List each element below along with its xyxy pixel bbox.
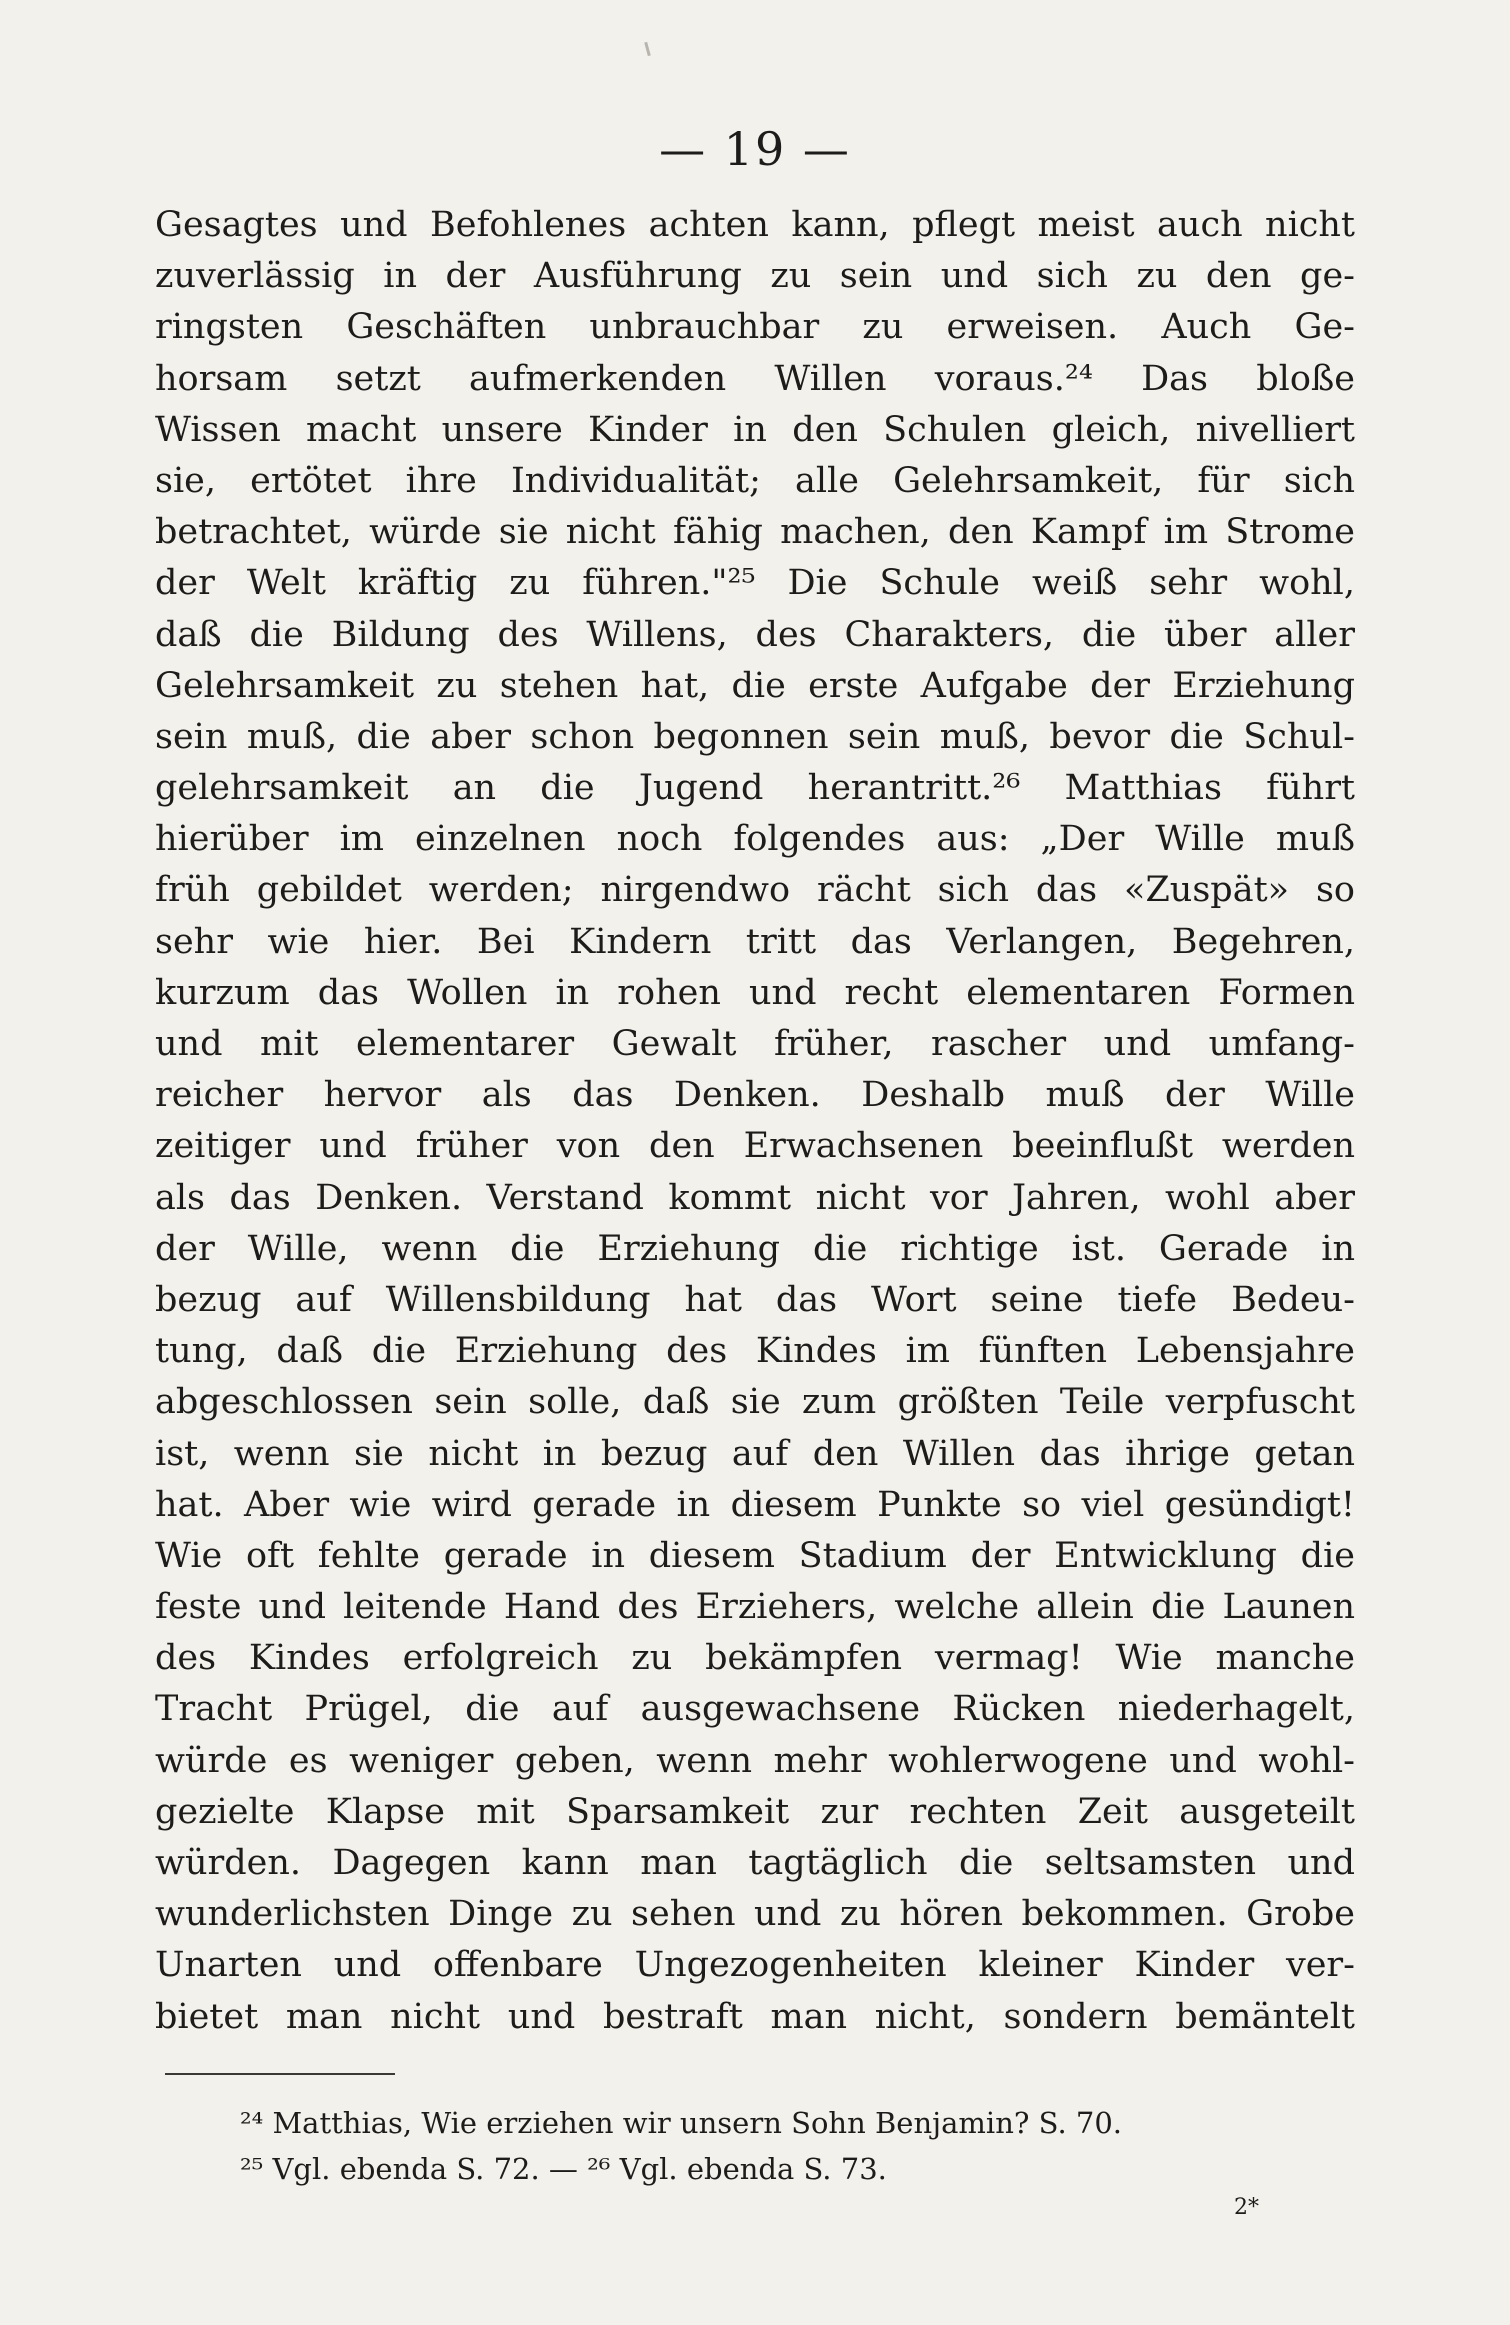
text-line: gezielte Klapse mit Sparsamkeit zur rechten Zeit ausgeteilt: [155, 1791, 1355, 1832]
text-line: sehr wie hier. Bei Kindern tritt das Verlangen, Begehren,: [155, 921, 1355, 962]
text-line: ist, wenn sie nicht in bezug auf den Willen das ihrige getan: [155, 1433, 1355, 1474]
text-line: als das Denken. Verstand kommt nicht vor Jahren, wohl aber: [155, 1177, 1355, 1218]
text-line: Wie oft fehlte gerade in diesem Stadium der Entwicklung die: [155, 1535, 1355, 1576]
text-line: daß die Bildung des Willens, des Charakters, die über aller: [155, 614, 1355, 655]
text-line: früh gebildet werden; nirgendwo rächt sich das «Zuspät» so: [155, 870, 1355, 911]
body-text: [155, 200, 1355, 2043]
footnotes: [240, 2100, 1360, 2192]
paper-speck: [644, 42, 651, 56]
text-line: sein muß, die aber schon begonnen sein muß, bevor die Schul-: [155, 716, 1355, 757]
printer-signature-mark: 2*: [1234, 2195, 1259, 2220]
footnote: ²⁵ Vgl. ebenda S. 72. — ²⁶ Vgl. ebenda S. 73.: [240, 2152, 887, 2186]
text-line: zuverlässig in der Ausführung zu sein und sich zu den ge-: [155, 256, 1355, 297]
text-line: des Kindes erfolgreich zu bekämpfen vermag! Wie manche: [155, 1638, 1355, 1679]
text-line: ringsten Geschäften unbrauchbar zu erweisen. Auch Ge-: [155, 307, 1355, 348]
text-line: horsam setzt aufmerkenden Willen voraus.²⁴ Das bloße: [155, 358, 1355, 399]
text-line: der Wille, wenn die Erziehung die richtige ist. Gerade in: [155, 1228, 1355, 1269]
text-line: Wissen macht unsere Kinder in den Schulen gleich, nivelliert: [155, 409, 1355, 450]
text-line: gelehrsamkeit an die Jugend herantritt.²⁶ Matthias führt: [155, 768, 1355, 809]
text-line: würde es weniger geben, wenn mehr wohlerwogene und wohl-: [155, 1740, 1355, 1781]
text-line: der Welt kräftig zu führen."²⁵ Die Schule weiß sehr wohl,: [155, 563, 1355, 604]
text-line: tung, daß die Erziehung des Kindes im fünften Lebensjahre: [155, 1331, 1355, 1372]
text-line: Tracht Prügel, die auf ausgewachsene Rücken niederhagelt,: [155, 1689, 1355, 1730]
text-line: Gesagtes und Befohlenes achten kann, pflegt meist auch nicht: [155, 205, 1355, 245]
text-line: und mit elementarer Gewalt früher, rascher und umfang-: [155, 1024, 1355, 1064]
text-line: Gelehrsamkeit zu stehen hat, die erste Aufgabe der Erziehung: [155, 665, 1355, 706]
page-number: — 19 —: [659, 122, 851, 176]
text-line: kurzum das Wollen in rohen und recht elementaren Formen: [155, 972, 1355, 1013]
text-line: bietet man nicht und bestraft man nicht, sondern bemäntelt: [155, 1996, 1355, 2037]
text-line: würden. Dagegen kann man tagtäglich die seltsamsten und: [155, 1843, 1355, 1883]
text-line: abgeschlossen sein solle, daß sie zum größten Teile verpfuscht: [155, 1382, 1355, 1423]
text-line: betrachtet, würde sie nicht fähig machen, den Kampf im Strome: [155, 512, 1355, 553]
text-line: wunderlichsten Dinge zu sehen und zu hören bekommen. Grobe: [155, 1894, 1355, 1935]
text-line: hierüber im einzelnen noch folgendes aus: „Der Wille muß: [155, 819, 1355, 860]
footnote: ²⁴ Matthias, Wie erziehen wir unsern Sohn Benjamin? S. 70.: [240, 2106, 1123, 2140]
text-line: feste und leitende Hand des Erziehers, welche allein die Launen: [155, 1587, 1355, 1628]
text-line: bezug auf Willensbildung hat das Wort seine tiefe Bedeu-: [155, 1279, 1355, 1320]
text-line: sie, ertötet ihre Individualität; alle Gelehrsamkeit, für sich: [155, 460, 1355, 501]
text-line: reicher hervor als das Denken. Deshalb muß der Wille: [155, 1075, 1355, 1116]
text-line: hat. Aber wie wird gerade in diesem Punkte so viel gesündigt!: [155, 1484, 1355, 1525]
text-line: zeitiger und früher von den Erwachsenen beeinflußt werden: [155, 1126, 1355, 1167]
text-line: Unarten und offenbare Ungezogenheiten kleiner Kinder ver-: [155, 1945, 1355, 1986]
footnote-rule: [165, 2073, 395, 2075]
